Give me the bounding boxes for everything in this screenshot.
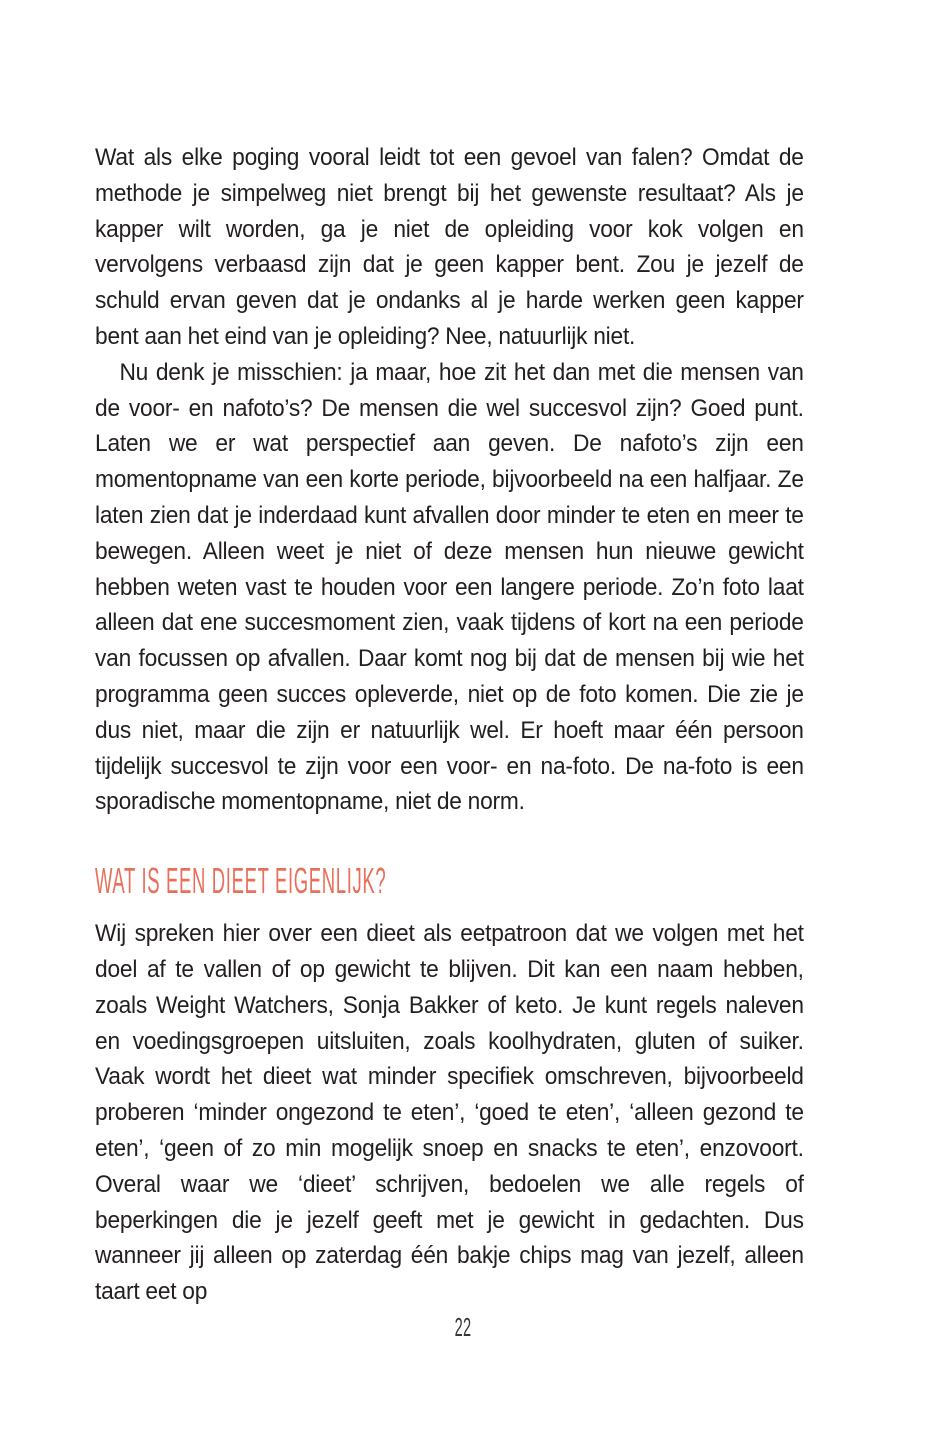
body-paragraph-2: Nu denk je misschien: ja maar, hoe zit het dan met die mensen van de voor- en nafoto’s? De mensen die wel succesvol zijn? Goed punt. Laten we er wat perspectief aan geven. De nafoto’s zijn een momentopname van een korte periode, bijvoorbeeld na een halfjaar. Ze laten zien dat je inderdaad kunt afvallen door minder te eten en meer te bewegen. Alleen weet je niet of deze mensen hun nieuwe gewicht hebben weten vast te houden voor een langere periode. Zo’n foto laat alleen dat ene succesmoment zien, vaak tijdens of kort na een periode van focussen op afvallen. Daar komt nog bij dat de mensen bij wie het programma geen succes opleverde, niet op de foto komen. Die zie je dus niet, maar die zijn er natuurlijk wel. Er hoeft maar één persoon tijdelijk succesvol te zijn voor een voor- en na-foto. De na-foto is een sporadische momentopname, niet de norm.	[95, 358, 804, 816]
section-heading: WAT IS EEN DIEET EIGENLIJK?	[95, 860, 387, 901]
body-paragraph-1: Wat als elke poging vooral leidt tot een gevoel van falen? Omdat de methode je simpelweg niet brengt bij het gewenste resultaat? Als je kapper wilt worden, ga je niet de opleiding voor kok volgen en vervolgens verbaasd zijn dat je geen kapper bent. Zou je jezelf de schuld ervan geven dat je ondanks al je harde werken geen kapper bent aan het eind van je opleiding? Nee, natuurlijk niet.	[95, 144, 804, 350]
page-number-value: 22	[454, 1312, 471, 1342]
section-heading-wrap	[95, 862, 804, 902]
page-number	[0, 1312, 925, 1343]
text-column	[95, 140, 804, 1310]
body-paragraph-3: Wij spreken hier over een dieet als eetpatroon dat we volgen met het doel af te vallen of op gewicht te blijven. Dit kan een naam hebben, zoals Weight Watchers, Sonja Bakker of keto. Je kunt regels naleven en voedingsgroepen uitsluiten, zoals koolhydraten, gluten of suiker. Vaak wordt het dieet wat minder specifiek omschreven, bijvoorbeeld proberen ‘minder ongezond te eten’, ‘goed te eten’, ‘alleen gezond te eten’, ‘geen of zo min mogelijk snoep en snacks te eten’, enzovoort. Overal waar we ‘dieet’ schrijven, bedoelen we alle regels of beperkingen die je jezelf geeft met je gewicht in gedachten. Dus wanneer jij alleen op zaterdag één bakje chips mag van jezelf, alleen taart eet op	[95, 920, 804, 1306]
